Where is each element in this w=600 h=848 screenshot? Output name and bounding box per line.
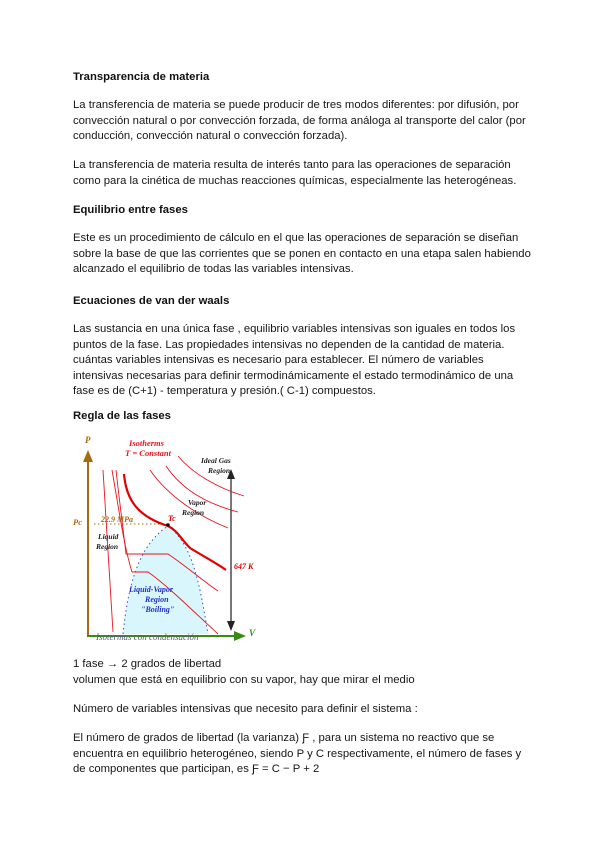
ideal-gas-label: Ideal Gas — [201, 456, 231, 465]
text-line: fase es de (C+1) - temperatura y presión.( C-1) compuestos. — [73, 385, 376, 398]
text-line: como para la cinética de muchas reacciones químicas, especialmente las heterogéneas. — [73, 174, 517, 187]
text-line: puntos de la fase. Las propiedades intensivas no dependen de la cantidad de materia. — [73, 338, 505, 351]
liquid-vapor-region-label: Region — [145, 595, 169, 604]
heading-regla-de-las-fases: Regla de las fases — [73, 410, 171, 422]
text-line: sobre la base de que las corrientes que se ponen en contacto en una etapa salen habiendo — [73, 247, 531, 260]
text-line: cuántas variables intensivas es necesario para establecer. El número de variables — [73, 354, 484, 367]
isotherms-label: Isotherms — [129, 438, 164, 448]
paragraph — [73, 98, 533, 145]
ideal-gas-region-label: Region — [208, 466, 231, 475]
text-line: La transferencia de materia resulta de interés tanto para las operaciones de separación — [73, 159, 511, 171]
text-line: Número de variables intensivas que necesito para definir el sistema : — [73, 703, 418, 715]
text-line: convección natural o por convección forzada, de forma análoga al transporte del calor (por — [73, 114, 526, 127]
heading-transparencia-de-materia: Transparencia de materia — [73, 71, 210, 83]
text-line: alcanzado el equilibrio de todas las variables intensivas. — [73, 263, 354, 276]
heading-ecuaciones-van-der-waals: Ecuaciones de van der waals — [73, 295, 230, 307]
text-line: 1 fase → 2 grados de libertad — [73, 658, 222, 670]
paragraph — [73, 657, 533, 688]
vapor-region-label: Region — [182, 508, 205, 517]
paragraph — [73, 231, 533, 278]
liquid-region-label: Region — [96, 542, 119, 551]
liquid-vapor-label: Liquid-Vapor — [129, 585, 174, 594]
pc-label: Pc — [73, 517, 82, 527]
temperature-label: 647 K — [234, 562, 254, 571]
text-line: Las sustancia en una única fase , equilibrio variables intensivas son iguales en todos los — [73, 323, 516, 335]
figure-caption: Isotermas con condensación — [96, 632, 199, 642]
text-line: Este es un procedimiento de cálculo en el que las operaciones de separación se diseñan — [73, 232, 519, 244]
text-line: La transferencia de materia se puede producir de tres modos diferentes: por difusión, por — [73, 99, 519, 111]
paragraph — [73, 322, 533, 400]
text-line: volumen que está en equilibrio con su vapor, hay que mirar el medio — [73, 673, 415, 686]
pc-value: 22.9 MPa — [101, 515, 133, 524]
paragraph — [73, 158, 533, 189]
text-line: de componentes que participan, es Ƒ = C − P + 2 — [73, 763, 320, 776]
pv-isotherm-diagram — [68, 436, 260, 646]
text-line: El número de grados de libertad (la varianza) Ƒ , para un sistema no reactivo que se — [73, 732, 495, 744]
liquid-label: Liquid — [98, 532, 119, 541]
paragraph — [73, 702, 533, 718]
text-line: conducción, convección natural o convección forzada). — [73, 130, 348, 143]
boiling-label: "Boiling" — [141, 605, 175, 614]
p-axis-label: P — [85, 435, 91, 445]
isotherms-constant-label: T = Constant — [125, 448, 171, 458]
vapor-label: Vapor — [188, 498, 207, 507]
tc-label: Tc — [168, 514, 176, 523]
text-line: encuentra en equilibrio heterogéneo, siendo P y C respectivamente, el número de fases y — [73, 747, 522, 760]
paragraph — [73, 731, 533, 778]
v-axis-label: V — [249, 628, 256, 638]
text-line: intensivas necesarias para definir termodinámicamente el estado termodinámico de una — [73, 369, 514, 382]
heading-equilibrio-entre-fases: Equilibrio entre fases — [73, 204, 188, 216]
